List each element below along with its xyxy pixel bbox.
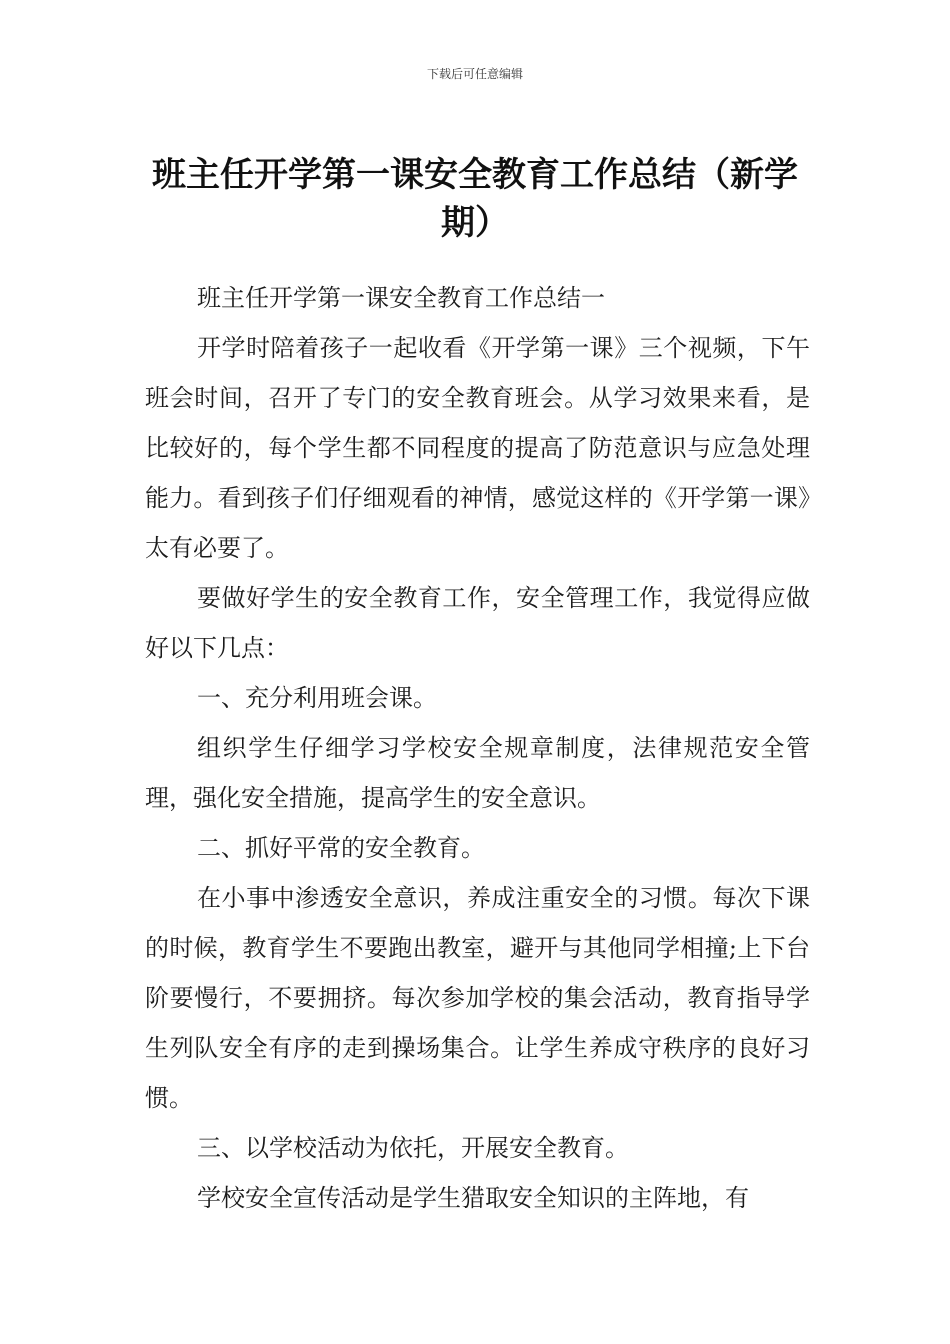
paragraph-subtitle: 班主任开学第一课安全教育工作总结一 [197,284,605,312]
paragraph: 开学时陪着孩子一起收看《开学第一课》三个视频，下午班会时间，召开了专门的安全教育班会。从学习效果来看，是比较好的，每个学生都不同程度的提高了防范意识与应急处理能力。看到孩子们仔细观看的神情，感觉这样的《开学第一课》太有必要了。 [145,334,810,562]
paragraph: 学校安全宣传活动是学生猎取安全知识的主阵地，有 [197,1184,749,1212]
section-heading: 二、抓好平常的安全教育。 [197,834,485,862]
document-body [145,273,810,1223]
header-note: 下载后可任意编辑 [426,67,523,81]
section-heading: 三、以学校活动为依托，开展安全教育。 [197,1134,629,1162]
section-heading: 一、充分利用班会课。 [197,684,437,712]
paragraph: 组织学生仔细学习学校安全规章制度，法律规范安全管理，强化安全措施，提高学生的安全意识。 [145,734,810,812]
paragraph: 在小事中渗透安全意识，养成注重安全的习惯。每次下课的时候，教育学生不要跑出教室，避开与其他同学相撞;上下台阶要慢行，不要拥挤。每次参加学校的集会活动，教育指导学生列队安全有序的走到操场集合。让学生养成守秩序的良好习惯。 [145,884,810,1112]
document-title: 班主任开学第一课安全教育工作总结（新学期） [152,154,798,243]
paragraph: 要做好学生的安全教育工作，安全管理工作，我觉得应做好以下几点： [145,584,810,662]
